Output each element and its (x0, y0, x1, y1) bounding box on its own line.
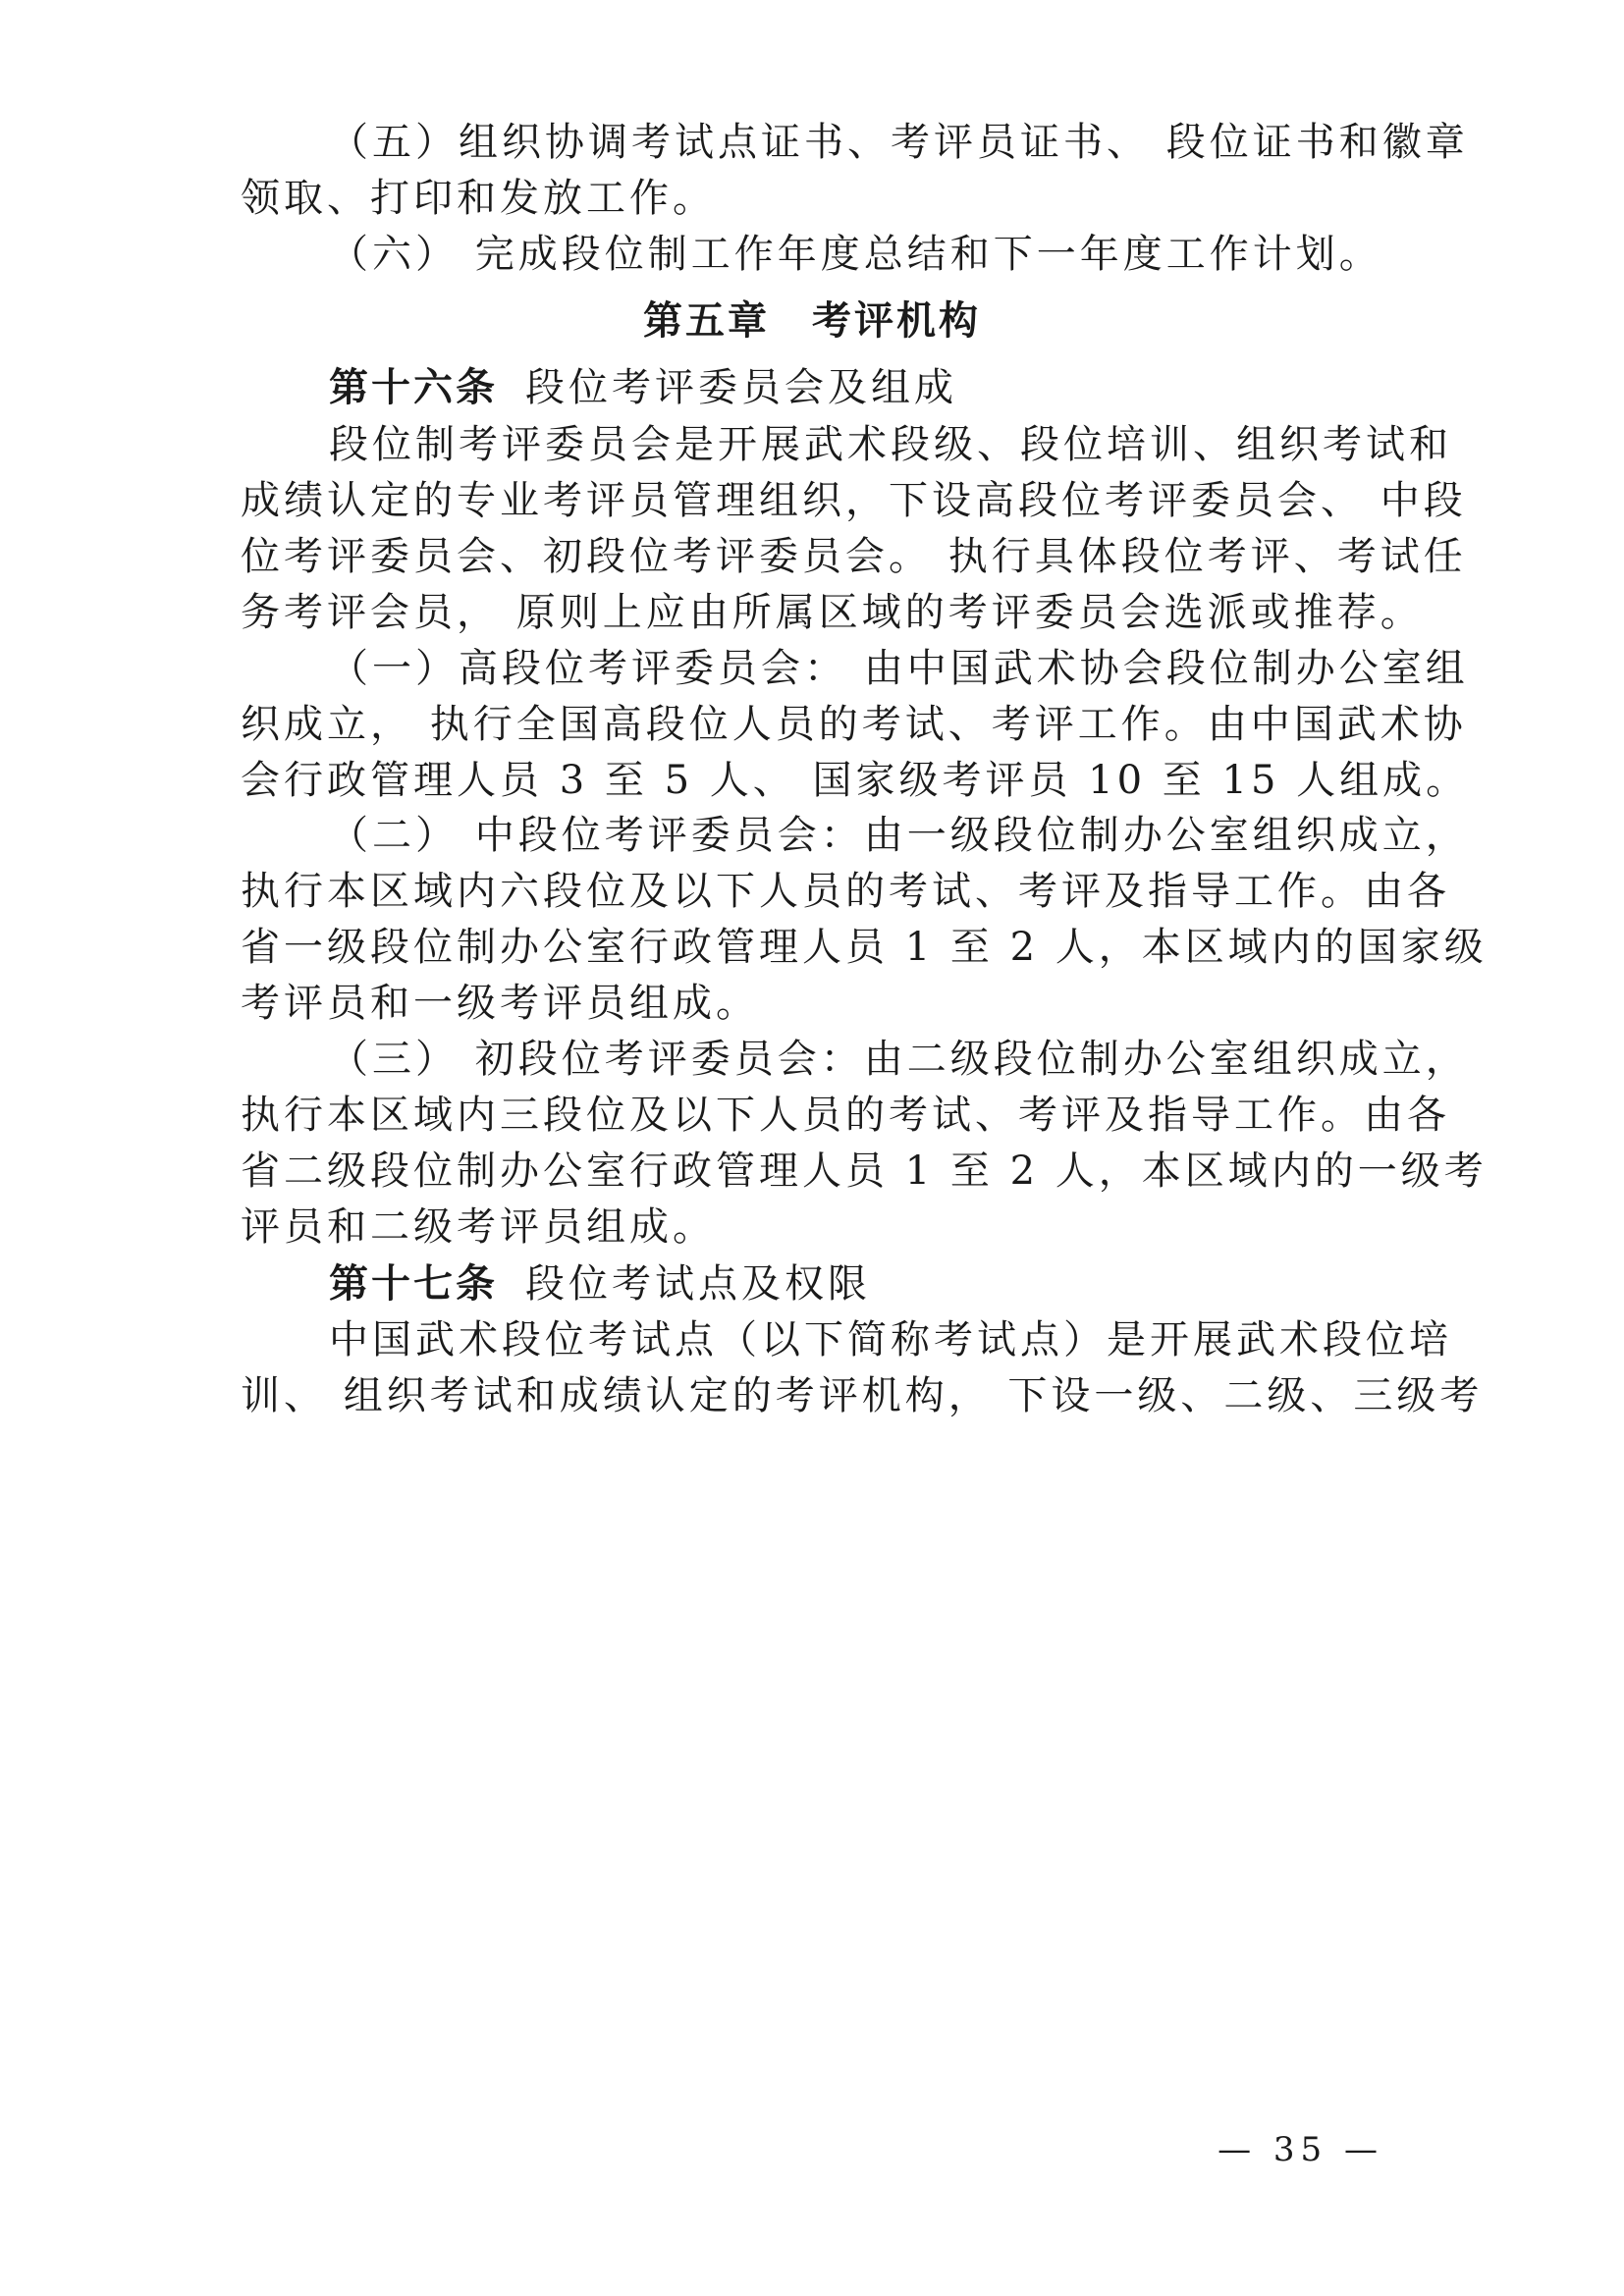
article-title: 段位考评委员会及组成 (525, 365, 957, 410)
text-line: 务考评会员， 原则上应由所属区域的考评委员会选派或推荐。 (241, 590, 1424, 635)
article-title: 段位考试点及权限 (525, 1261, 871, 1307)
text-line: 执行本区域内六段位及以下人员的考试、考评及指导工作。由各 (241, 869, 1450, 914)
text-line: 领取、打印和发放工作。 (241, 176, 716, 221)
text-line: （三） 初段位考评委员会：由二级段位制办公室组织成立， (329, 1037, 1469, 1082)
text-line: 训、 组织考试和成绩认定的考评机构， 下设一级、二级、三级考 (241, 1373, 1484, 1418)
text-line: 省二级段位制办公室行政管理人员 1 至 2 人，本区域内的一级考 (241, 1148, 1488, 1194)
text-line: （六） 完成段位制工作年度总结和下一年度工作计划。 (329, 232, 1382, 277)
text-line: （一）高段位考评委员会： 由中国武术协会段位制办公室组 (329, 646, 1469, 691)
text-line: （五）组织协调考试点证书、考评员证书、 段位证书和徽章 (329, 120, 1469, 165)
article-number: 第十六条 (329, 365, 498, 410)
text-line: 段位制考评委员会是开展武术段级、段位培训、组织考试和 (329, 422, 1452, 467)
text-line: 成绩认定的专业考评员管理组织，下设高段位考评委员会、 中段 (241, 478, 1467, 523)
text-line: （二） 中段位考评委员会：由一级段位制办公室组织成立， (329, 813, 1469, 858)
text-line: 中国武术段位考试点（以下简称考试点）是开展武术段位培 (329, 1317, 1452, 1362)
chapter-title: 第五章 考评机构 (643, 298, 981, 344)
text-line: 评员和二级考评员组成。 (241, 1204, 716, 1250)
page-number: — 35 — (1218, 2130, 1383, 2169)
text-line: 位考评委员会、初段位考评委员会。 执行具体段位考评、考试任 (241, 534, 1467, 579)
article-heading (329, 1260, 1379, 1308)
text-line: 会行政管理人员 3 至 5 人、 国家级考评员 10 至 15 人组成。 (241, 758, 1470, 803)
text-line: 省一级段位制办公室行政管理人员 1 至 2 人，本区域内的国家级 (241, 925, 1488, 970)
article-number: 第十七条 (329, 1261, 498, 1307)
text-line: 执行本区域内三段位及以下人员的考试、考评及指导工作。由各 (241, 1093, 1450, 1138)
article-heading (329, 364, 1379, 411)
text-line: 织成立， 执行全国高段位人员的考试、考评工作。由中国武术协 (241, 702, 1467, 747)
text-line: 考评员和一级考评员组成。 (241, 981, 759, 1026)
